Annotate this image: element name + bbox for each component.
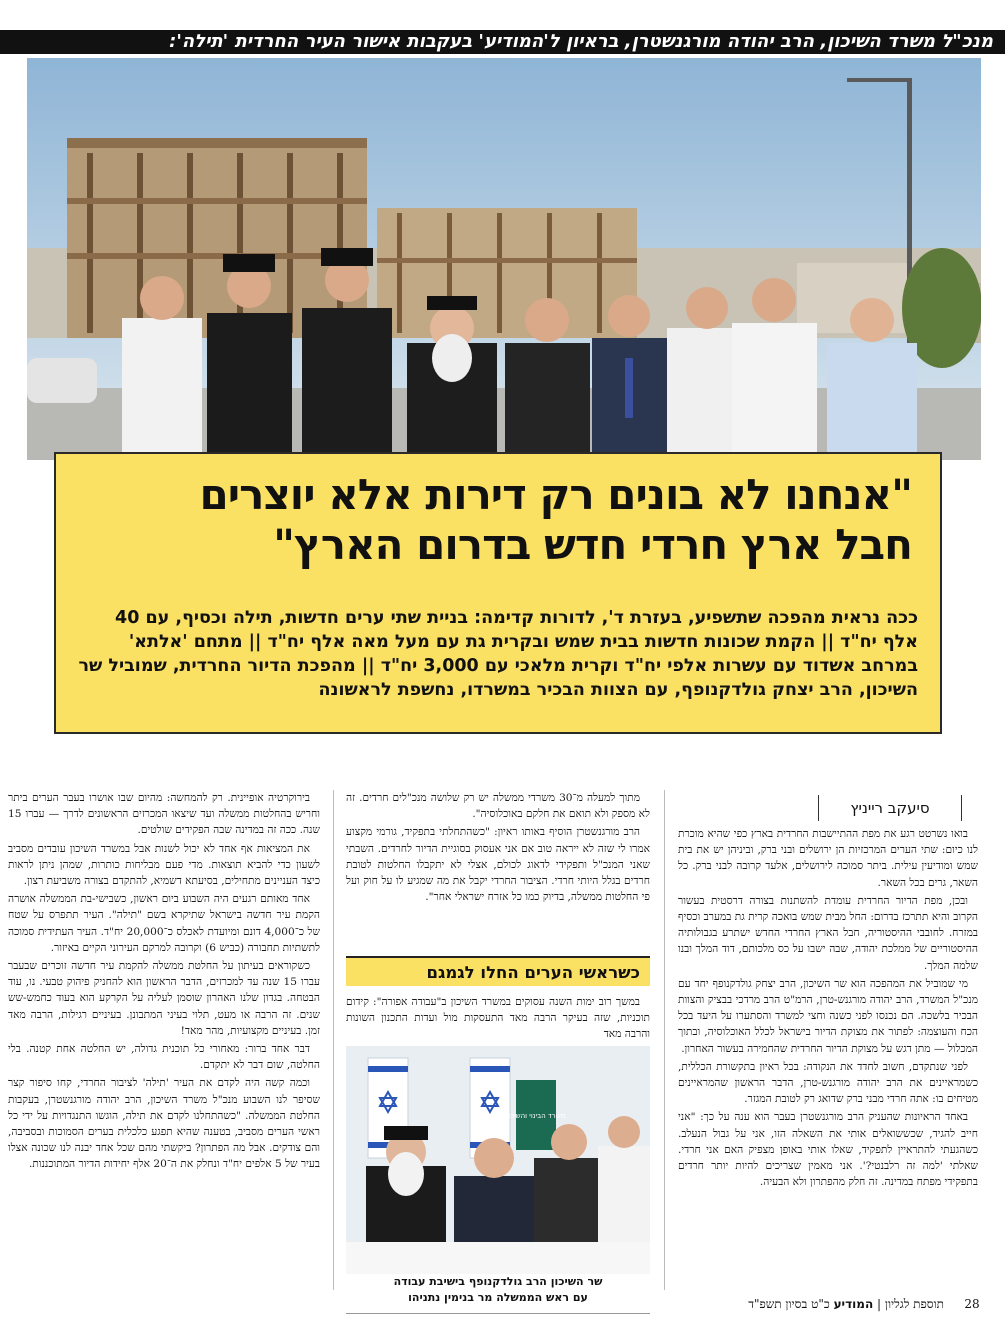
paragraph: בירוקרטיה אופיינית. רק להמחשה: מהיום שבו אושרו בעבר הערים ביתר וחריש בהחלטות ממשלה ועד שיצאו המכרזים הראשונים לדרך — עברו 15 שנה. ככה זה במדינה שבה הפקידים שולטים. — [8, 792, 320, 837]
inset-photo — [346, 1046, 650, 1274]
paragraph: כשקוראים בעיתון על החלטת ממשלה להקמת עיר חדשה זוכרים שבעבר עברו 15 שנה עד למכרזים, הדבר הראשון הוא להחניק פיהוק טבעי. נו, עוד הבטחה. בגדון שלנו האהרון שוסמן לעליה על הקרקע הוא בעוד כחמש-שש שנים. זה הרבה או מעט, תלוי בעיני המתבונן. בעיניים רגילות, הרבה מאד זמן. בעיניים מקצועיות, מהר מאד! — [8, 960, 321, 1037]
inset-caption-line-1: שר השיכון הרב גולדקנופף בישיבת עבודה — [393, 1275, 603, 1288]
headline-line-2: חבל ארץ חרדי חדש בדרום הארץ" — [273, 520, 912, 569]
construction-site-photo — [27, 58, 981, 460]
footer-supplement: תוספת לגליון — [884, 1297, 944, 1311]
headline-line-1: "אנחנו לא בונים רק דירות אלא יוצרים — [199, 470, 912, 519]
section-heading-box — [346, 956, 650, 986]
footer-date: כ"ט בסיון תשפ"ד — [748, 1297, 830, 1311]
byline: סיעקב רייניץ — [818, 795, 962, 821]
footer-paper-name: המודיע — [833, 1297, 874, 1311]
column-divider — [333, 790, 334, 1290]
column-divider — [664, 790, 665, 1290]
paragraph: דבר אחד ברור: מאחורי כל תוכנית גדולה, יש החלטה אחת קטנה. בלי החלטה, שום דבר לא יתקדם. — [8, 1043, 320, 1072]
paragraph: את המציאות אף אחד לא יכול לשנות אבל במשרד השיכון עובדים מסביב לשעון כדי להביא תוצאות. מדי פעם מבליחות כותרות, שמהן ניתן לראות כיצד העניינים מתחילים, בסיעתא דשמיא, להתקדם בצורה משביעת רצון. — [8, 842, 320, 888]
paragraph: במשך רוב ימות השנה עסוקים במשרד השיכון ב"עבודה אפורה": קידום תוכניות, שזה בעיקר הרבה מאד התעסקות מול ועדות התכנון השונות והרבה מאד — [346, 996, 650, 1041]
paragraph: מתוך למעלה מ־30 משרדי ממשלה יש רק שלושה מנכ"לים חרדים. זה לא מספק ולא תואם את חלקם באוכלוסיה". — [346, 792, 650, 821]
paragraph: מי שמוביל את המהפכה הוא שר השיכון, הרב יצחק גולדקנופף יחד עם מנכ"ל המשרד, הרב יהודה מורגנש-טרן, הרמ"ט הרב מרדכי בבציק והצוות הבכיר בלשכה. הם נכנסו לפני כשנה וחצי למשרד והסתערו על היעד בכל הכח והעוצמה: לפתור את מצוקת הדיור בישראל לכלל האוכלוסיה, ובתוך המכלול — מתן דגש על מצוקת הדיור החרדית שהחמירה בעשור האחרון. — [678, 977, 978, 1055]
paragraph: בואו נשרטט רגע את מפת ההתיישבות החרדית בארץ כפי שהיא מוכרת לנו כיום: שתי הערים המרכזיות הן ירושלים ובני ברק, וביניהן יש את בית שמש ומודיעין עילית. ביתר סמוכה לירושלים, אלעד קרובה לבני ברק. כל השאר, גרים בכל השאר. — [678, 828, 978, 889]
paragraph: באחד הראיונות שהעניק הרב מורגנשטרן בעבר הוא ענה על כך: "אני חייב להגיד, שכששואלים אותי את השאלה הזו, אני על גבול הנעלב. כשהגעתי להתראיין לתפקיד, שאלו אותי באופן מצפיק האם אני חרדי. שאלתי 'למה זה רלבנטי?'. אני מאמין שצריכים להיות יותר חרדים בתפקידי מפתח במדינה. זה חלק מהפתרון ולא הבעיה. — [678, 1111, 978, 1189]
header-bar — [0, 0, 1005, 58]
meeting-photo — [346, 1046, 650, 1274]
section-heading: כשראשי הערים החלו לגמגם — [426, 963, 640, 982]
footer-publication: תוספת לגליון | המודיע כ"ט בסיון תשפ"ד — [748, 1297, 944, 1311]
inset-caption — [346, 1274, 650, 1314]
paragraph: לפני שנתקדם, חשוב לחדד את הנקודה: בכל ראיון בתקשורת הכללית, כשמראיינים את הרב יהודה מורגנש-טרן, הדבר הראשון שהמראיינים מטיחים בו: אתה חרדי מבני ברק שדואג רק לטובת המגזר. — [678, 1060, 978, 1106]
article-column-left — [8, 790, 320, 1175]
paragraph: וכמה קשה היה לקדם את העיר 'תילה' לציבור החרדי, קחו סיפור קצר שסיפר לנו השבוע מנכ"ל משרד השיכון, הרב יהודה מורגנשטרן, בעקבות החלטת הממשלה. "כשהתחלנו לקדם את תילה, הוגשו התנגדויות על ידי כל ראשי הערים מסביב, בטענה שהיא תפגע כלכלית בערים הסמוכות ובסביבה, והם צודקים. אבל מה הפתרון? ביקשתי מהם שכל אחד יבנה לנו שכונה אצלו בעיר של 5 אלפים יח"ד ונחלק את ה־20 אלף יחידות הדיור המתוכננות. — [8, 1077, 320, 1171]
paragraph: אחד מאותם רגעים היה השבוע ביום ראשון, כשבישי-בת הממשלה אושרה הקמת עיר חדשה בישראל שתיקרא בשם "תילה". העיר תתפרס על שטח של כ־4,000 דונם ומיועדת לאכלס כ־20,000 יח"ד. העיר העתידית סמוכה לתשתיות תחבורה (כביש 6) וקרובה למרקם העירוני הקיים באיזור. — [8, 893, 320, 954]
headline-box — [54, 452, 942, 734]
paragraph: ובכן, מפת הדיור החרדית עומדת להשתנות בצורה דרסטית בעשור הקרוב והיא תתרכז בדרום: החל מבית שמש בואכה קרית גת במערב וכסיף במזרח. לחובבי ההיסטוריה, חבל הארץ החרדי החדש ישתרע בגבולותיה ההיסטוריים של ממלכת יהודה, שבה ישבו על כס מלכותם, דוד המלך ובנו שלמה המלך. — [678, 894, 978, 972]
main-photo — [27, 58, 981, 460]
article-column-middle-continued — [346, 994, 650, 1045]
inset-caption-line-2: עם ראש הממשלה מר בנימין נתניהו — [408, 1291, 588, 1304]
header-title: מנכ"ל משרד השיכון, הרב יהודה מורגנשטרן, בראיון ל'המודיע' בעקבות אישור העיר החרדית 'תילה': — [169, 31, 993, 52]
headline — [76, 470, 912, 570]
article-column-right — [678, 826, 978, 1192]
page-number: 28 — [964, 1297, 980, 1311]
subheadline: ככה נראית מהפכה שתשפיע, בעזרת ד', לדורות קדימה: בניית שתי ערים חדשות, תילה וכסיף, עם 40 אלף יח"ד || הקמת שכונות חדשות בבית שמש ובקרית גת עם מעל מאה אלף יח"ד || מתחם 'אלתא' במרחב אשדוד עם עשרות אלפי יח"ד וקרית מלאכי עם 3,000 יח"ד || מהפכת הדיור החרדית, שמוביל שר השיכון, הרב יצחק גולדקנופף, עם הצוות הבכיר במשרדו, נחשפת לראשונה — [78, 608, 918, 700]
ministry-sign-text: משרד הבינוי והשיכון — [506, 1112, 566, 1120]
paragraph: הרב מורגנשטרן הוסיף באותו ראיון: "כשהתחלתי בתפקיד, גורמי מקצוע אמרו לי שזה לא ייראה טוב אם אני אעסוק בסוגיית הדיור לחרדים. השבתי שאני המנכ"ל ותפקידי לדאוג לכולם, אצלי לא יתקבלו החלטות לטובת חרדים בגלל היותי חרדי. הציבור החרדי יקבל את מה שמגיע לו על חוק ועל פי החלטות ממשלה, בדיוק כמו כל אזרח ישראלי אחר". — [346, 826, 650, 904]
article-column-middle — [346, 790, 650, 907]
